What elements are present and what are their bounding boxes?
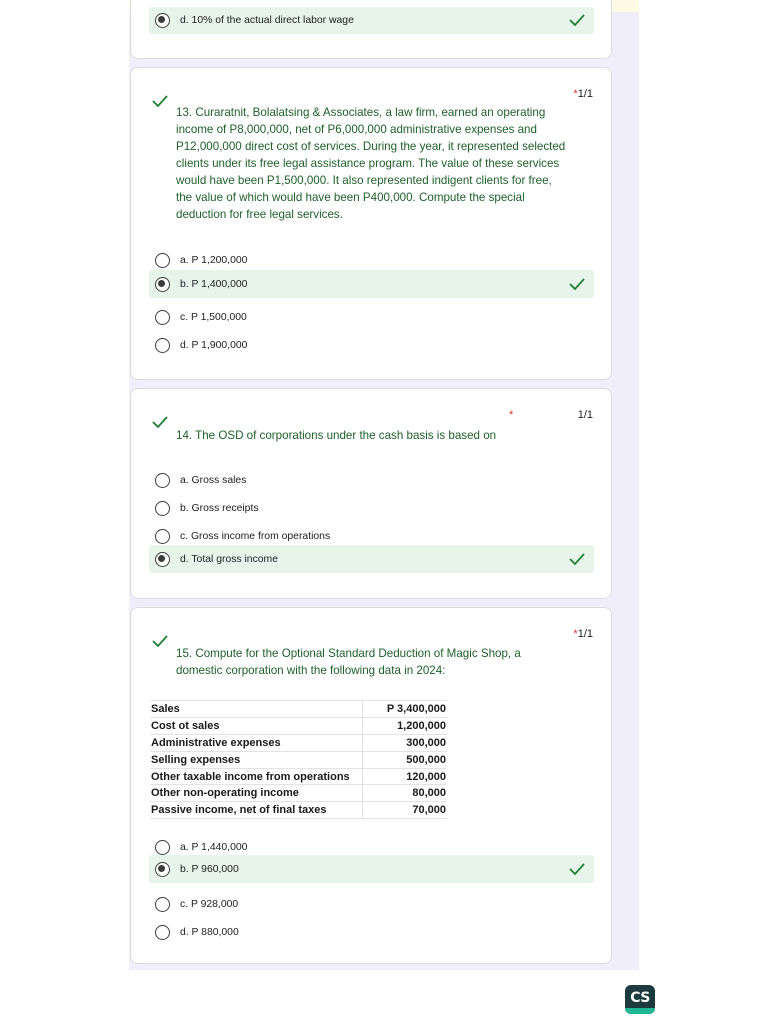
radio-selected[interactable]	[155, 277, 170, 292]
radio[interactable]	[155, 253, 170, 268]
q15-option-d[interactable]	[149, 918, 594, 946]
correct-check-icon	[151, 415, 169, 429]
table-row	[150, 802, 447, 819]
question-12-card	[130, 0, 612, 59]
table-row	[150, 734, 447, 751]
logo-text: CS	[630, 989, 650, 1006]
option-label: a. P 1,440,000	[180, 841, 248, 853]
radio[interactable]	[155, 897, 170, 912]
radio-selected[interactable]	[155, 13, 170, 28]
score	[573, 628, 593, 640]
row-amount: P 3,400,000	[362, 701, 447, 718]
option-label: a. Gross sales	[180, 474, 247, 486]
radio[interactable]	[155, 840, 170, 855]
table-row	[150, 785, 447, 802]
row-amount: 500,000	[362, 751, 447, 768]
radio[interactable]	[155, 338, 170, 353]
table-row	[150, 701, 447, 718]
row-label: Selling expenses	[150, 751, 362, 768]
q14-option-b[interactable]	[149, 494, 594, 522]
correct-check-icon	[568, 862, 586, 876]
option-label: b. P 960,000	[180, 863, 239, 875]
correct-check-icon	[568, 13, 586, 27]
row-amount: 1,200,000	[362, 717, 447, 734]
radio[interactable]	[155, 473, 170, 488]
option-label: c. Gross income from operations	[180, 530, 331, 542]
question-14-card	[130, 388, 612, 599]
row-amount: 300,000	[362, 734, 447, 751]
option-label: a. P 1,200,000	[180, 254, 248, 266]
row-label: Sales	[150, 701, 362, 718]
score-value: 1/1	[577, 88, 593, 100]
question-text: 15. Compute for the Optional Standard Deduction of Magic Shop, a domestic corporation with the following data in 2024:	[176, 647, 521, 677]
row-label: Passive income, net of final taxes	[150, 802, 362, 819]
correct-check-icon	[151, 634, 169, 648]
correct-check-icon	[568, 552, 586, 566]
question-text: 13. Curaratnit, Bolalatsing & Associates, a law firm, earned an operating income of P8,000,000, net of P6,000,000 administrative expenses and P12,000,000 direct cost of services. During the year, it represented selected clients under its free legal assistance program. The value of these services would have been P1,500,000. It also represented indigent clients for free, the value of which would have been P400,000. Compute the special deduction for free legal services.	[176, 106, 566, 221]
q14-option-a[interactable]	[149, 466, 594, 494]
q14-option-d[interactable]	[149, 545, 594, 573]
row-amount: 120,000	[362, 768, 447, 785]
q13-option-c[interactable]	[149, 303, 594, 331]
required-asterisk: *	[573, 88, 578, 100]
option-label: d. P 1,900,000	[180, 339, 248, 351]
option-label: b. Gross receipts	[180, 502, 259, 514]
correct-check-icon	[568, 277, 586, 291]
score-value: 1/1	[577, 409, 593, 421]
radio[interactable]	[155, 310, 170, 325]
radio[interactable]	[155, 529, 170, 544]
option-label: b. P 1,400,000	[180, 278, 248, 290]
table-row	[150, 768, 447, 785]
row-amount: 70,000	[362, 802, 447, 819]
radio-selected[interactable]	[155, 552, 170, 567]
data-table	[150, 700, 447, 819]
q13-option-b[interactable]	[149, 270, 594, 298]
question-13-card	[130, 67, 612, 380]
table-row	[150, 751, 447, 768]
camscanner-logo	[625, 985, 655, 1014]
option-label: c. P 1,500,000	[180, 311, 247, 323]
correct-check-icon	[151, 94, 169, 108]
radio[interactable]	[155, 501, 170, 516]
row-label: Other taxable income from operations	[150, 768, 362, 785]
q15-option-b[interactable]	[149, 855, 594, 883]
score	[573, 88, 593, 100]
q13-option-d[interactable]	[149, 331, 594, 359]
score	[578, 409, 593, 421]
option-label: d. P 880,000	[180, 926, 239, 938]
radio[interactable]	[155, 925, 170, 940]
required-asterisk: *	[509, 409, 514, 421]
q12-option-d[interactable]	[149, 7, 594, 34]
row-label: Cost ot sales	[150, 717, 362, 734]
row-amount: 80,000	[362, 785, 447, 802]
score-value: 1/1	[577, 628, 593, 640]
q15-option-c[interactable]	[149, 890, 594, 918]
row-label: Administrative expenses	[150, 734, 362, 751]
question-15-card	[130, 607, 612, 964]
row-label: Other non-operating income	[150, 785, 362, 802]
option-label: c. P 928,000	[180, 898, 239, 910]
radio-selected[interactable]	[155, 862, 170, 877]
table-row	[150, 717, 447, 734]
question-text: 14. The OSD of corporations under the cash basis is based on	[176, 429, 497, 442]
option-label: d. 10% of the actual direct labor wage	[180, 15, 354, 26]
option-label: d. Total gross income	[180, 553, 278, 565]
required-asterisk: *	[573, 628, 578, 640]
